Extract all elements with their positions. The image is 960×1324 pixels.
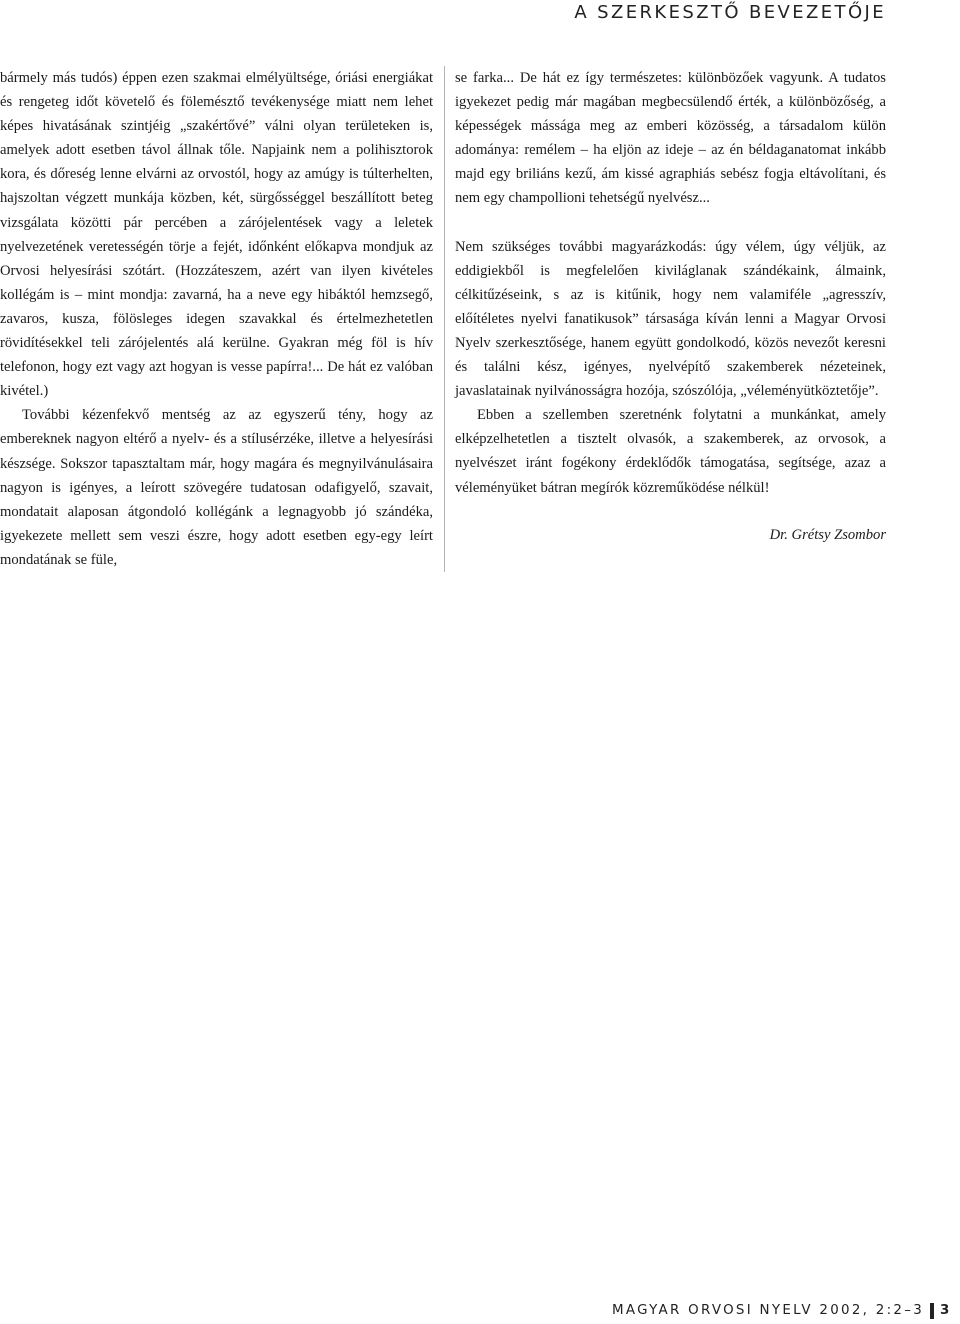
page-number: 3 xyxy=(930,1303,949,1319)
left-column xyxy=(0,66,433,572)
body-paragraph: se farka... De hát ez így természetes: különbözőek vagyunk. A tudatos igyekezet pedig már magában megbecsülendő érték, a különbözőség, a képességek mássága meg az emberi közösség, a társadalom külön adománya: remélem – ha eljön az ideje – az én béldaganatomat inkább majd egy briliáns kezű, ám kissé agraphiás sebész fogja eltávolítani, és nem egy champollioni tehetségű nyelvész... xyxy=(455,70,886,207)
right-column xyxy=(455,66,886,547)
body-paragraph: Nem szükséges további magyarázkodás: úgy vélem, úgy véljük, az eddigiekből is megfelelően kiviláglanak szándékaink, álmaink, célkitűzéseink, s az is kitűnik, hogy nem valamiféle „agresszív, előítéletes nyelvi fanatikusok” társasága kíván lenni a Magyar Orvosi Nyelv szerkesztősége, hanem együtt gondolkodó, közös nevezőt keresni és találni kész, igényes, nyelvépítő szakemberek nézeteinek, javaslatainak nyilvánosságra hozója, szószólója, „véleményütköztetője”. xyxy=(455,238,886,400)
body-paragraph: Ebben a szellemben szeretnénk folytatni a munkánkat, amely elképzelhetetlen a tisztelt olvasók, a szakemberek, az orvosok, a nyelvészet iránt fogékony érdeklődők támogatása, segítsége, azaz a véleményüket bátran megírók közreműködése nélkül! xyxy=(455,407,886,496)
column-divider xyxy=(444,66,445,572)
running-head: A SZERKESZTŐ BEVEZETŐJE xyxy=(574,2,886,23)
journal-citation: MAGYAR ORVOSI NYELV 2002, 2:2–3 xyxy=(612,1303,925,1318)
body-paragraph: bármely más tudós) éppen ezen szakmai elmélyültsége, óriási energiákat és rengeteg időt követelő és fölemésztő tevékenysége miatt nem lehet képes hivatásának szintjéig „szakértővé” válni olyan területeken is, amelyek adott esetben távol állnak tőle. Napjaink nem a polihisztorok kora, és dőreség lenne elvárni az orvostól, hogy az amúgy is túlterhelten, hajszoltan végzett munkája közben, két, sürgősséggel beszállított beteg vizsgálata közötti pár percében a zárójelentések vagy a leletek nyelvezetének veretességén törje a fejét, időnként előkapva mondjuk az Orvosi helyesírási szótárt. (Hozzáteszem, azért van ilyen kivételes kollégám is – mint mondja: zavarná, ha a neve egy hibáktól hemzsegő, zavaros, kusza, fölösleges idegen szavakkal és értelmezhetetlen rövidítésekkel teli zárójelentés alá kerülne. Gyakran még föl is hív telefonon, hogy ezt vagy azt hogyan is vesse papírra!... De hát ez valóban kivétel.) xyxy=(0,70,433,400)
author-signature: Dr. Grétsy Zsombor xyxy=(769,526,886,543)
page-footer xyxy=(612,1303,949,1319)
body-paragraph: További kézenfekvő mentség az az egyszerű tény, hogy az embereknek nagyon eltérő a nyelv- és a stílusérzéke, illetve a helyesírási készsége. Sokszor tapasztaltam már, hogy magára és megnyilvánulásaira nagyon is igényes, a leírott szövegére tudatosan odafigyelő, szavait, mondatait alaposan átgondoló kollégánk a legnagyobb jó szándéka, igyekezete mellett sem veszi észre, hogy adott esetben egy-egy leírt mondatának se füle, xyxy=(0,407,433,568)
